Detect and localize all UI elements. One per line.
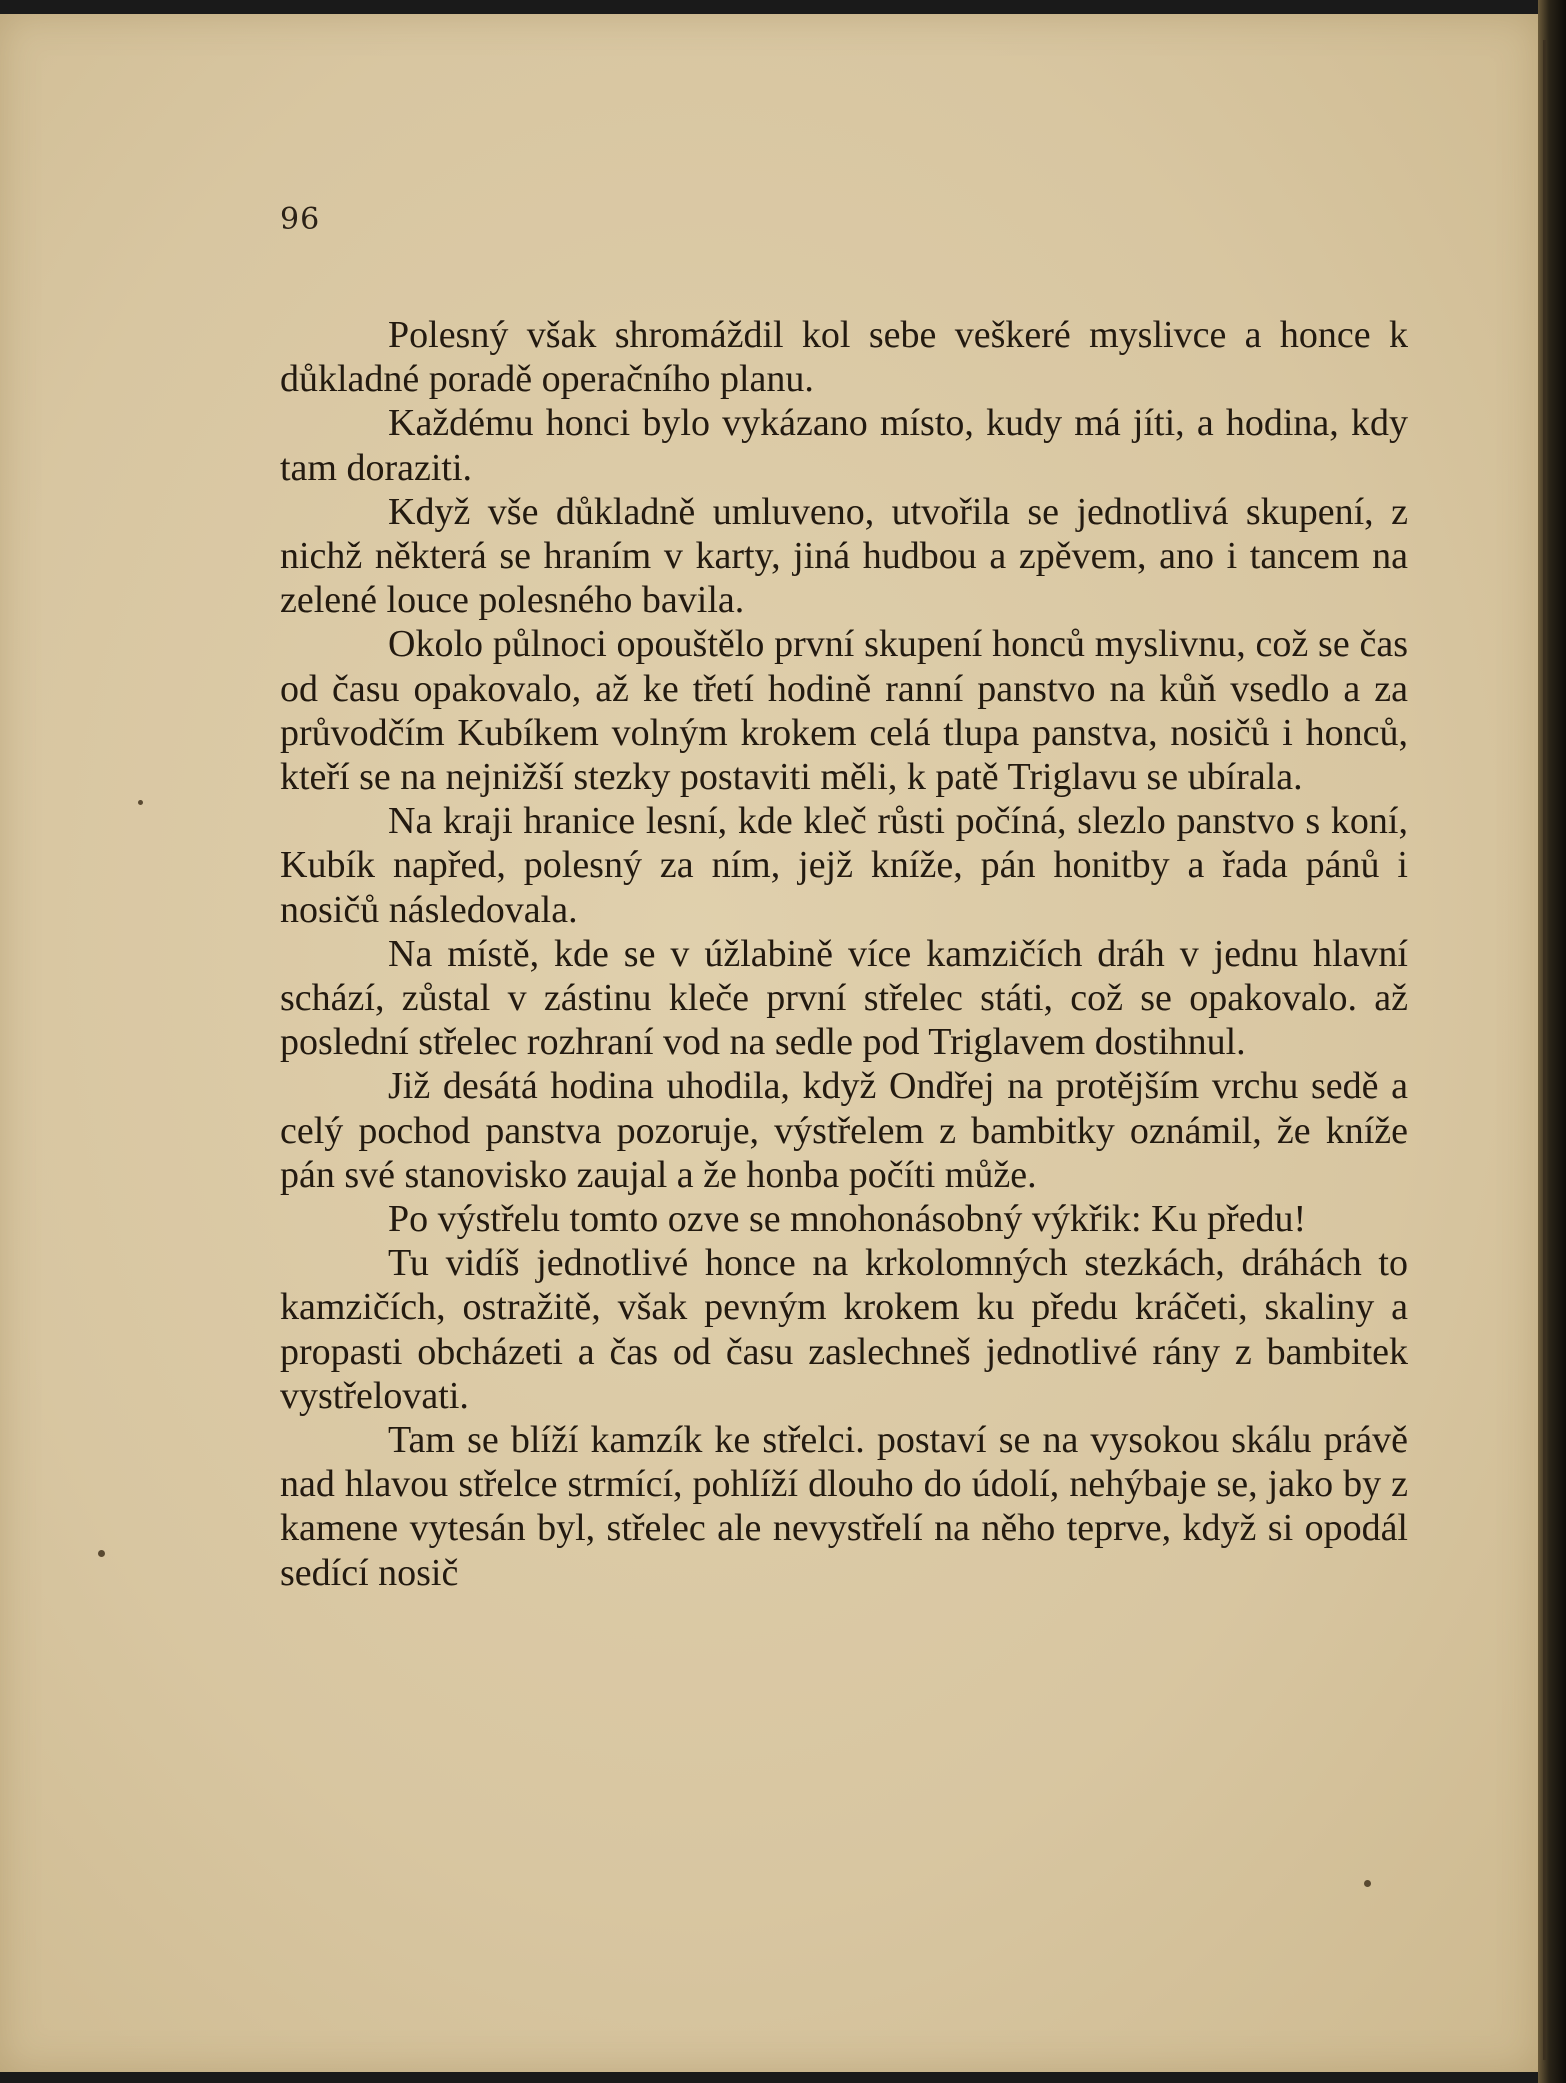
- paragraph: Na kraji hranice lesní, kde kleč růsti počíná, slezlo panstvo s koní, Kubík napřed, polesný za ním, jejž kníže, pán honitby a řada pánů i nosičů následovala.: [280, 800, 1408, 931]
- page-number: 96: [280, 202, 321, 237]
- paragraph: Když vše důkladně umluveno, utvořila se jednotlivá skupení, z nichž některá se hraním v karty, jiná hudbou a zpěvem, ano i tancem na zelené louce polesného bavila.: [280, 490, 1408, 622]
- body-text: [280, 313, 1408, 1595]
- paper-speck: [1364, 1880, 1371, 1887]
- paragraph: Po výstřelu tomto ozve se mnohonásobný výkřik: Ku předu!: [388, 1198, 1307, 1241]
- gutter-edge: [1543, 40, 1546, 2060]
- paragraph: Okolo půlnoci opouštělo první skupení honců myslivnu, což se čas od času opakovalo, až ke třetí hodině ranní panstvo na kůň vsedlo a za průvodčím Kubíkem volným krokem celá tlupa panstva, nosičů i honců, kteří se na nejnižší stezky postaviti měli, k patě Triglavu se ubírala.: [280, 623, 1408, 799]
- paragraph: Již desátá hodina uhodila, když Ondřej na protějším vrchu sedě a celý pochod panstva pozoruje, výstřelem z bambitky oznámil, že kníže pán své stanovisko zaujal a že honba počíti může.: [280, 1065, 1408, 1196]
- paragraph: Tu vidíš jednotlivé honce na krkolomných stezkách, dráhách to kamzičích, ostražitě, však pevným krokem ku předu kráčeti, skaliny a propasti obcházeti a čas od času zaslechneš jednotlivé rány z bambitek vystřelovati.: [280, 1242, 1408, 1417]
- paper-speck: [138, 800, 143, 805]
- paragraph: Polesný však shromáždil kol sebe veškeré myslivce a honce k důkladné poradě operačního planu.: [280, 314, 1408, 401]
- paragraph: Tam se blíží kamzík ke střelci. postaví se na vysokou skálu právě nad hlavou střelce strmící, pohlíží dlouho do údolí, nehýbaje se, jako by z kamene vytesán byl, střelec ale nevystřelí na něho teprve, když si opodál sedící nosič: [280, 1419, 1408, 1594]
- paragraph: Na místě, kde se v úžlabině více kamzičích dráh v jednu hlavní schází, zůstal v zástinu kleče první střelec státi, což se opakovalo. až poslední střelec rozhraní vod na sedle pod Triglavem dostihnul.: [280, 932, 1408, 1064]
- paper-speck: [98, 1550, 105, 1557]
- paragraph: Každému honci bylo vykázano místo, kudy má jíti, a hodina, kdy tam doraziti.: [280, 402, 1408, 489]
